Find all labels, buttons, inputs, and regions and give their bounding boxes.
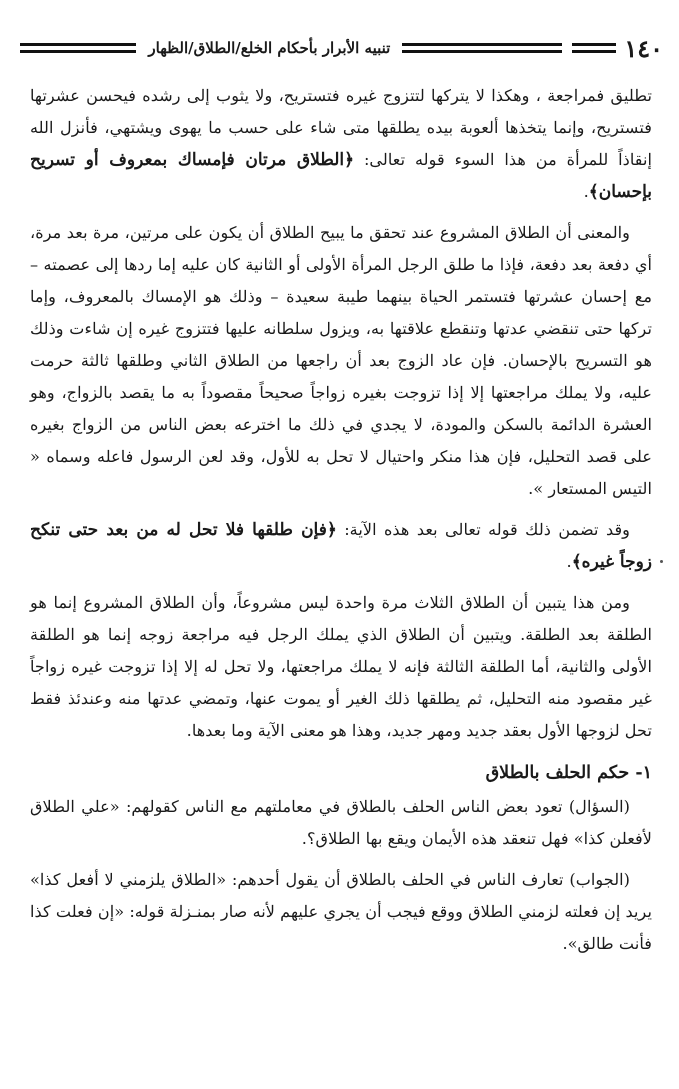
paragraph-4	[30, 587, 652, 747]
header-rule-long	[402, 43, 562, 53]
paragraph-1-end: .	[583, 182, 589, 201]
quran-verse-2: ﴿فإن طلقها فلا تحل له من بعد حتى تنكح زوجاً غيره﴾	[30, 520, 652, 572]
margin-dot	[660, 560, 663, 563]
paragraph-4-text: ومن هذا يتبين أن الطلاق الثلاث مرة واحدة ليس مشروعاً، وأن الطلاق المشروع إنما هو الطلقة بعد الطلقة. ويتبين أن الطلاق الذي يملك الرجل فيه مراجعة زوجه إنما هو الطلقة الأولى والثانية، أما الطلقة الثالثة فإنه لا يملك مراجعتها، ولا تحل له إلا إذا تزوجت غيره زواجاً غير مقصود منه التحليل، ثم يطلقها ذلك الغير أو يموت عنها، وتمضي عدتها منه وعندئذ فقط تحل لزوجها الأول بعقد جديد ومهر جديد، وهذا هو معنى الآية وما بعدها.	[30, 593, 652, 740]
page-number: ١٤٠	[624, 33, 663, 63]
paragraph-3	[30, 514, 652, 578]
paragraph-1	[30, 80, 652, 208]
page-header	[20, 28, 663, 68]
section-heading: ١- حكم الحلف بالطلاق	[485, 763, 652, 783]
answer-text: (الجواب) تعارف الناس في الحلف بالطلاق أن يقول أحدهم: «الطلاق يلزمني لا أفعل كذا» يريد إن فعلته لزمني الطلاق ووقع فيجب أن يجري عليهم لأنه صار بمنـزلة قوله: «إن فعلت كذا فأنت طالق».	[30, 870, 652, 953]
header-rule-end	[20, 43, 136, 53]
quran-verse-1: ﴿الطلاق مرتان فإمساك بمعروف أو تسريح بإحسان﴾	[30, 150, 652, 202]
paragraph-2	[30, 217, 652, 505]
question-text: (السؤال) تعود بعض الناس الحلف بالطلاق في معاملتهم مع الناس كقولهم: «علي الطلاق لأفعلن كذا» فهل تنعقد هذه الأيمان ويقع بها الطلاق؟.	[30, 797, 652, 848]
question-paragraph	[30, 791, 652, 855]
answer-paragraph	[30, 864, 652, 960]
paragraph-3-end: .	[566, 552, 572, 571]
paragraph-2-text: والمعنى أن الطلاق المشروع عند تحقق ما يبيح الطلاق أن يكون على مرتين، مرة بعد مرة، أي دفعة بعد دفعة، فإذا ما طلق الرجل المرأة الأولى أو الثانية كان عليه إما ردها إلى عصمته – مع إحسان عشرتها فتستمر الحياة بينهما طيبة سعيدة – وذلك هو الإمساك بالمعروف، وإما تركها حتى تنقضي عدتها وتنقطع علاقتها به، ويزول سلطانه عليها فتتزوج غيره إن شاءت وذلك هو التسريح بالإحسان. فإن عاد الزوج بعد أن راجعها من الطلاق الثاني وطلقها ثالثة حرمت عليه، ولا يملك مراجعتها إلا إذا تزوجت بغيره زواجاً صحيحاً مقصوداً به ما يقصد بالزواج، وهو العشرة الدائمة بالسكن والمودة، لا يجدي في ذلك ما اخترعه بعض الناس من الزواج بغيره على قصد التحليل، فإن هذا منكر واحتيال لا تحل به للأول، وقد لعن الرسول فاعله وسماه « التيس المستعار ».	[30, 223, 652, 498]
page-body	[30, 80, 652, 960]
paragraph-3-text: وقد تضمن ذلك قوله تعالى بعد هذه الآية:	[336, 520, 630, 539]
header-rule-short	[572, 43, 616, 53]
running-title: تنبيه الأبرار بأحكام الخلع/الطلاق/الظهار	[148, 39, 391, 57]
paragraph-1-text: تطليق فمراجعة ، وهكذا لا يتركها لتتزوج غيره فتستريح، ولا يثوب إلى رشده فيحسن عشرتها فتستريح، وإنما يتخذها ألعوبة بيده يطلقها متى شاء على حسب ما يهوى ويشتهي، فأنزل الله إنقاذاً للمرأة من هذا السوء قوله تعالى:	[30, 86, 652, 169]
